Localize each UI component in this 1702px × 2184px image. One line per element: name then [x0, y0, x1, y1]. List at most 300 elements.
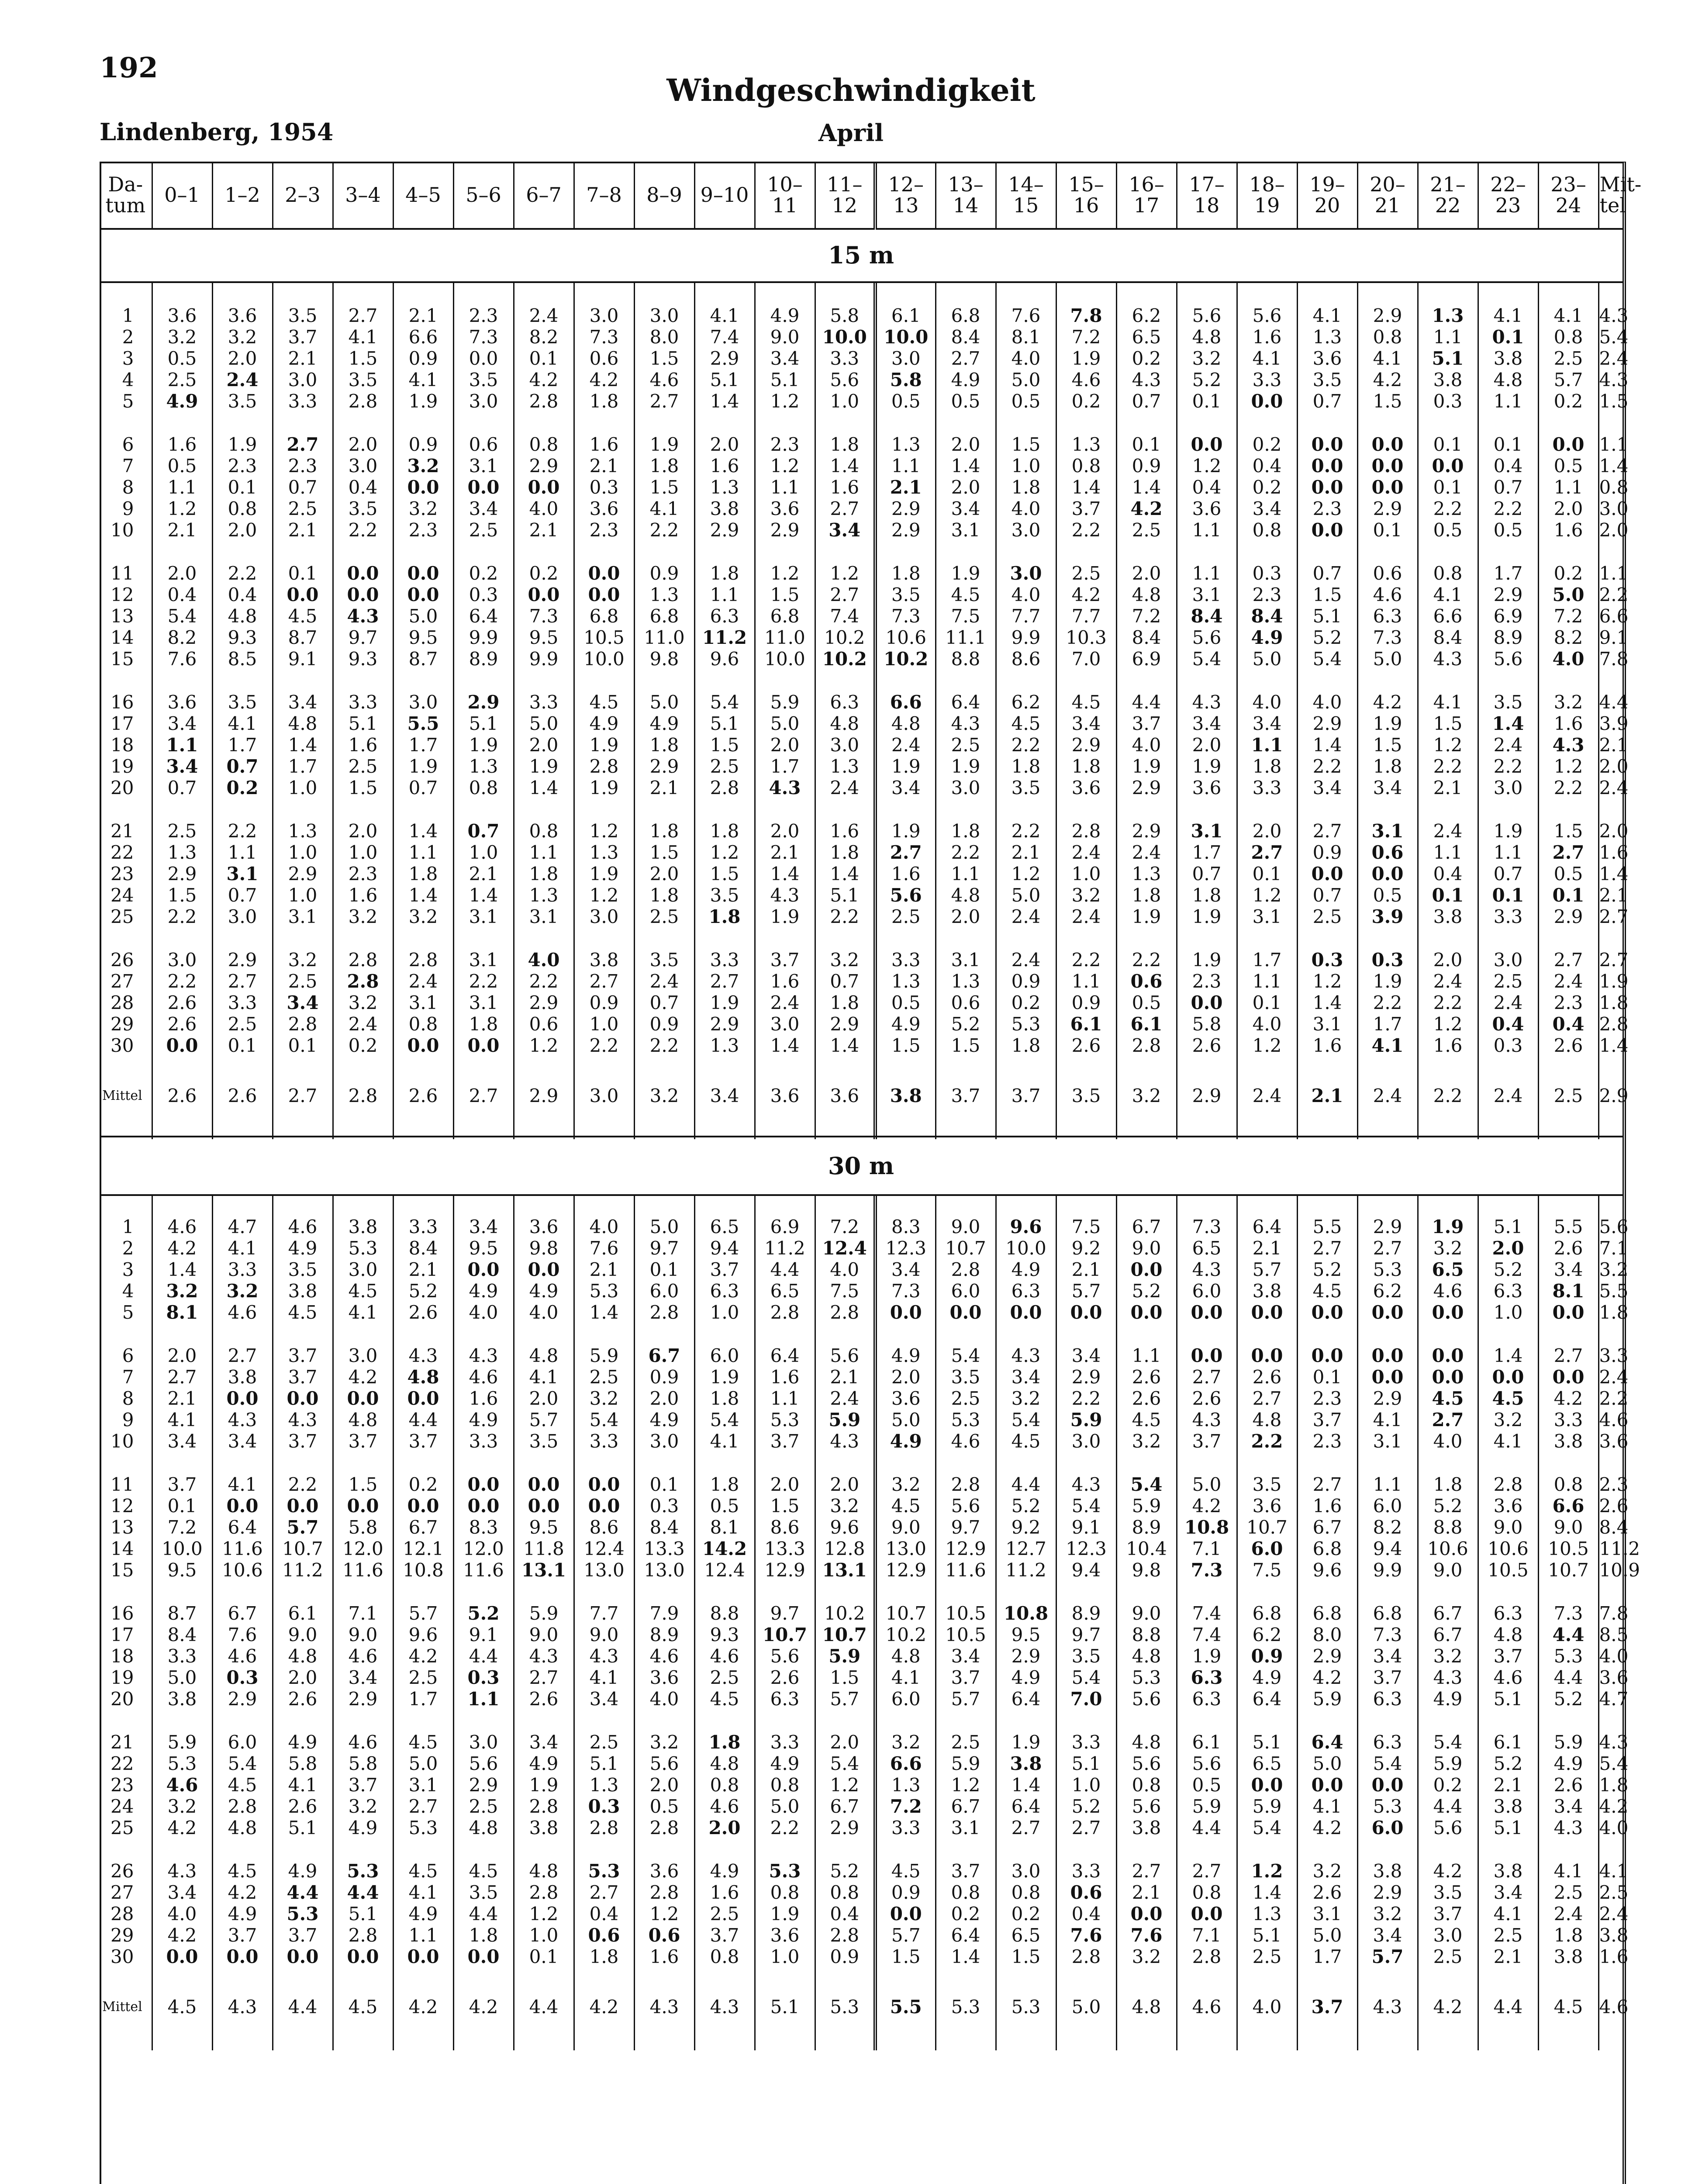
- value-cell: 12.8: [815, 1538, 875, 1559]
- value-cell: 7.2: [1538, 605, 1598, 627]
- data-table-30m: [100, 1194, 1640, 2050]
- value-cell: 7.8: [1056, 305, 1116, 326]
- value-cell: 2.8: [815, 1925, 875, 1946]
- value-cell: 2.0: [815, 1731, 875, 1753]
- value-cell: 6.4: [453, 605, 514, 627]
- value-cell: 0.8: [1538, 326, 1598, 348]
- value-cell: 2.8: [815, 1302, 875, 1323]
- value-cell: 2.7: [1538, 949, 1598, 971]
- value-cell: 2.9: [1056, 1366, 1116, 1388]
- value-cell: 3.0: [333, 1259, 393, 1280]
- value-cell: 0.8: [1056, 455, 1116, 477]
- value-cell: 8.8: [1418, 1517, 1478, 1538]
- value-cell: 4.1: [1538, 1860, 1598, 1882]
- value-cell: 1.4: [1297, 992, 1357, 1013]
- value-cell: 4.5: [273, 1302, 333, 1323]
- spacer-row: [100, 412, 1623, 434]
- value-cell: 1.4: [273, 734, 333, 756]
- table-row: [100, 1345, 1623, 1366]
- day-cell: 13: [100, 605, 152, 627]
- table-row: [100, 326, 1623, 348]
- value-cell: 11.8: [514, 1538, 574, 1559]
- daily-mean-cell: 2.8: [1599, 1013, 1629, 1035]
- table-row: [100, 1495, 1623, 1517]
- value-cell: 0.7: [273, 477, 333, 498]
- value-cell: 0.6: [936, 992, 996, 1013]
- value-cell: 3.1: [514, 906, 574, 927]
- daily-mean-cell: 2.4: [1599, 1903, 1629, 1925]
- value-cell: 5.1: [755, 369, 815, 390]
- value-cell: 9.3: [694, 1624, 755, 1645]
- value-cell: 3.1: [936, 1817, 996, 1838]
- value-cell: 1.9: [634, 434, 694, 455]
- day-cell: 1: [100, 305, 152, 326]
- value-cell: 4.5: [393, 1860, 453, 1882]
- value-cell: 2.3: [1297, 1431, 1357, 1452]
- value-cell: 3.6: [514, 1216, 574, 1237]
- mean-label: Mittel: [100, 1989, 152, 2024]
- value-cell: 3.0: [333, 455, 393, 477]
- value-cell: 0.2: [333, 1035, 393, 1056]
- value-cell: 2.3: [1177, 971, 1237, 992]
- value-cell: 1.6: [1297, 1035, 1357, 1056]
- value-cell: 3.2: [1357, 1903, 1418, 1925]
- value-cell: 5.5: [1538, 1216, 1598, 1237]
- table-row: [100, 605, 1623, 627]
- daily-mean-cell: 2.0: [1599, 519, 1629, 541]
- value-cell: 2.7: [634, 390, 694, 412]
- value-cell: 0.0: [1297, 1302, 1357, 1323]
- value-cell: 5.9: [815, 1409, 875, 1431]
- value-cell: 3.1: [1297, 1903, 1357, 1925]
- value-cell: 0.1: [1116, 434, 1177, 455]
- value-cell: 0.9: [393, 434, 453, 455]
- value-cell: 3.3: [273, 390, 333, 412]
- value-cell: 4.0: [996, 348, 1056, 369]
- table-row: [100, 1903, 1623, 1925]
- value-cell: 3.4: [936, 1645, 996, 1667]
- value-cell: 4.3: [1538, 734, 1598, 756]
- value-cell: 4.0: [996, 498, 1056, 519]
- value-cell: 5.6: [815, 1345, 875, 1366]
- value-cell: 3.2: [273, 949, 333, 971]
- value-cell: 4.2: [212, 1882, 273, 1903]
- value-cell: 2.6: [1177, 1035, 1237, 1056]
- value-cell: 2.3: [1237, 584, 1297, 605]
- value-cell: 2.0: [936, 906, 996, 927]
- value-cell: 1.6: [152, 434, 212, 455]
- value-cell: 14.2: [694, 1538, 755, 1559]
- value-cell: 10.8: [393, 1559, 453, 1581]
- value-cell: 0.9: [574, 992, 634, 1013]
- day-cell: 16: [100, 1603, 152, 1624]
- value-cell: 4.6: [1418, 1280, 1478, 1302]
- value-cell: 0.0: [1357, 434, 1418, 455]
- value-cell: 0.0: [453, 477, 514, 498]
- hourly-mean-cell: 4.4: [514, 1989, 574, 2024]
- value-cell: 2.0: [1177, 734, 1237, 756]
- value-cell: 0.0: [453, 1035, 514, 1056]
- value-cell: 5.5: [1297, 1216, 1357, 1237]
- value-cell: 1.8: [694, 1474, 755, 1495]
- value-cell: 10.0: [152, 1538, 212, 1559]
- value-cell: 3.6: [1177, 777, 1237, 798]
- value-cell: 4.1: [152, 1409, 212, 1431]
- value-cell: 6.8: [1297, 1603, 1357, 1624]
- value-cell: 3.4: [936, 498, 996, 519]
- value-cell: 1.3: [574, 842, 634, 863]
- hourly-mean-cell: 2.2: [1418, 1078, 1478, 1113]
- value-cell: 3.5: [212, 691, 273, 713]
- value-cell: 3.6: [1297, 348, 1357, 369]
- value-cell: 8.0: [634, 326, 694, 348]
- value-cell: 8.9: [634, 1624, 694, 1645]
- value-cell: 0.0: [1237, 1345, 1297, 1366]
- value-cell: 2.7: [152, 1366, 212, 1388]
- value-cell: 6.4: [1237, 1688, 1297, 1710]
- value-cell: 6.3: [815, 691, 875, 713]
- value-cell: 4.8: [1478, 1624, 1538, 1645]
- value-cell: 0.0: [393, 584, 453, 605]
- value-cell: 2.2: [1418, 992, 1478, 1013]
- value-cell: 2.2: [634, 1035, 694, 1056]
- hourly-mean-cell: 3.7: [1297, 1989, 1357, 2024]
- value-cell: 1.4: [1116, 477, 1177, 498]
- value-cell: 0.7: [815, 971, 875, 992]
- value-cell: 2.5: [1056, 563, 1116, 584]
- value-cell: 8.2: [1357, 1517, 1418, 1538]
- value-cell: 6.6: [1538, 1495, 1598, 1517]
- header-hour: 5–6: [453, 162, 514, 229]
- day-cell: 28: [100, 992, 152, 1013]
- value-cell: 4.5: [1418, 1388, 1478, 1409]
- value-cell: 0.5: [1177, 1774, 1237, 1796]
- value-cell: 2.0: [1478, 1237, 1538, 1259]
- value-cell: 4.0: [1237, 691, 1297, 713]
- value-cell: 2.5: [1538, 1882, 1598, 1903]
- value-cell: 1.8: [996, 1035, 1056, 1056]
- header-hour: 16–17: [1116, 162, 1177, 229]
- value-cell: 5.1: [1056, 1753, 1116, 1774]
- value-cell: 2.2: [1056, 1388, 1116, 1409]
- value-cell: 2.0: [634, 1388, 694, 1409]
- value-cell: 2.1: [996, 842, 1056, 863]
- value-cell: 0.1: [1538, 885, 1598, 906]
- value-cell: 2.0: [212, 348, 273, 369]
- value-cell: 2.3: [273, 455, 333, 477]
- value-cell: 0.9: [634, 1366, 694, 1388]
- header-hour: 0–1: [152, 162, 212, 229]
- value-cell: 0.1: [1418, 434, 1478, 455]
- day-cell: 10: [100, 519, 152, 541]
- value-cell: 3.6: [634, 1667, 694, 1688]
- value-cell: 2.5: [453, 519, 514, 541]
- value-cell: 1.6: [694, 1882, 755, 1903]
- value-cell: 5.2: [936, 1013, 996, 1035]
- value-cell: 0.5: [1357, 885, 1418, 906]
- value-cell: 0.0: [936, 1302, 996, 1323]
- value-cell: 2.8: [514, 390, 574, 412]
- value-cell: 3.0: [936, 777, 996, 798]
- value-cell: 4.2: [574, 369, 634, 390]
- daily-mean-cell: 3.8: [1599, 1925, 1629, 1946]
- value-cell: 5.3: [574, 1860, 634, 1882]
- value-cell: 5.2: [1297, 627, 1357, 648]
- value-cell: 1.2: [1177, 455, 1237, 477]
- value-cell: 3.0: [1478, 777, 1538, 798]
- value-cell: 1.8: [1056, 756, 1116, 777]
- hourly-mean-cell: 4.3: [694, 1989, 755, 2024]
- value-cell: 10.2: [875, 648, 936, 670]
- daily-mean-cell: 8.5: [1599, 1624, 1629, 1645]
- value-cell: 2.4: [1056, 906, 1116, 927]
- value-cell: 2.9: [514, 992, 574, 1013]
- value-cell: 1.2: [936, 1774, 996, 1796]
- value-cell: 3.4: [1538, 1796, 1598, 1817]
- value-cell: 12.3: [875, 1237, 936, 1259]
- value-cell: 10.6: [1478, 1538, 1538, 1559]
- value-cell: 4.8: [393, 1366, 453, 1388]
- value-cell: 0.0: [1237, 1302, 1297, 1323]
- value-cell: 9.1: [1056, 1517, 1116, 1538]
- value-cell: 0.0: [1297, 1345, 1357, 1366]
- value-cell: 3.6: [755, 1925, 815, 1946]
- value-cell: 2.1: [514, 519, 574, 541]
- value-cell: 6.3: [1478, 1603, 1538, 1624]
- value-cell: 1.8: [694, 820, 755, 842]
- value-cell: 6.3: [1478, 1280, 1538, 1302]
- value-cell: 5.9: [1418, 1753, 1478, 1774]
- value-cell: 10.7: [1538, 1559, 1598, 1581]
- value-cell: 0.3: [1478, 1035, 1538, 1056]
- value-cell: 8.8: [694, 1603, 755, 1624]
- day-cell: 29: [100, 1925, 152, 1946]
- value-cell: 5.3: [1357, 1796, 1418, 1817]
- hourly-mean-cell: 4.5: [152, 1989, 212, 2024]
- hourly-mean-cell: 3.7: [936, 1078, 996, 1113]
- header-hour: 11–12: [815, 162, 875, 229]
- value-cell: 5.4: [1177, 648, 1237, 670]
- day-cell: 11: [100, 1474, 152, 1495]
- value-cell: 12.9: [755, 1559, 815, 1581]
- value-cell: 4.1: [1478, 1431, 1538, 1452]
- value-cell: 3.3: [453, 1431, 514, 1452]
- value-cell: 2.4: [1478, 992, 1538, 1013]
- value-cell: 0.0: [273, 584, 333, 605]
- value-cell: 2.7: [875, 842, 936, 863]
- value-cell: 1.0: [755, 1946, 815, 1967]
- daily-mean-cell: 3.9: [1599, 713, 1629, 734]
- value-cell: 4.4: [333, 1882, 393, 1903]
- value-cell: 6.7: [212, 1603, 273, 1624]
- value-cell: 1.5: [634, 348, 694, 369]
- value-cell: 2.2: [273, 1474, 333, 1495]
- value-cell: 2.0: [333, 434, 393, 455]
- value-cell: 6.5: [1177, 1237, 1237, 1259]
- value-cell: 4.9: [514, 1753, 574, 1774]
- value-cell: 2.3: [1297, 1388, 1357, 1409]
- value-cell: 0.0: [875, 1903, 936, 1925]
- hourly-mean-cell: 2.4: [1237, 1078, 1297, 1113]
- value-cell: 1.1: [1237, 971, 1297, 992]
- value-cell: 1.9: [453, 734, 514, 756]
- value-cell: 10.5: [574, 627, 634, 648]
- value-cell: 2.8: [393, 949, 453, 971]
- value-cell: 2.9: [1538, 906, 1598, 927]
- value-cell: 2.5: [152, 820, 212, 842]
- value-cell: 1.4: [393, 820, 453, 842]
- day-cell: 9: [100, 1409, 152, 1431]
- table-row: [100, 369, 1623, 390]
- day-cell: 13: [100, 1517, 152, 1538]
- value-cell: 3.6: [152, 691, 212, 713]
- value-cell: 3.2: [1116, 1946, 1177, 1967]
- daily-mean-cell: 4.7: [1599, 1688, 1629, 1710]
- value-cell: 4.6: [453, 1366, 514, 1388]
- value-cell: 1.9: [875, 756, 936, 777]
- value-cell: 4.5: [453, 1860, 514, 1882]
- day-cell: 4: [100, 1280, 152, 1302]
- value-cell: 4.3: [1116, 369, 1177, 390]
- value-cell: 1.3: [574, 1774, 634, 1796]
- value-cell: 2.9: [514, 455, 574, 477]
- value-cell: 5.3: [936, 1409, 996, 1431]
- value-cell: 1.8: [393, 863, 453, 885]
- value-cell: 7.9: [634, 1603, 694, 1624]
- value-cell: 5.9: [755, 691, 815, 713]
- value-cell: 2.8: [694, 777, 755, 798]
- value-cell: 7.6: [212, 1624, 273, 1645]
- value-cell: 2.3: [574, 519, 634, 541]
- value-cell: 2.9: [815, 1013, 875, 1035]
- table-row: [100, 477, 1623, 498]
- value-cell: 5.3: [1357, 1259, 1418, 1280]
- value-cell: 0.1: [1418, 885, 1478, 906]
- value-cell: 0.3: [634, 1495, 694, 1517]
- value-cell: 1.1: [393, 842, 453, 863]
- value-cell: 6.8: [634, 605, 694, 627]
- value-cell: 0.0: [212, 1946, 273, 1967]
- value-cell: 1.6: [815, 477, 875, 498]
- value-cell: 5.3: [755, 1409, 815, 1431]
- table-row: [100, 1860, 1623, 1882]
- value-cell: 4.6: [694, 1796, 755, 1817]
- value-cell: 3.2: [212, 326, 273, 348]
- value-cell: 4.3: [936, 713, 996, 734]
- table-row: [100, 1280, 1623, 1302]
- value-cell: 6.5: [694, 1216, 755, 1237]
- value-cell: 3.5: [453, 1882, 514, 1903]
- value-cell: 2.0: [755, 820, 815, 842]
- day-cell: 27: [100, 1882, 152, 1903]
- value-cell: 5.7: [875, 1925, 936, 1946]
- page-number: 192: [100, 52, 158, 84]
- value-cell: 4.5: [936, 584, 996, 605]
- value-cell: 0.1: [1478, 885, 1538, 906]
- value-cell: 5.0: [996, 885, 1056, 906]
- value-cell: 2.3: [333, 863, 393, 885]
- value-cell: 2.4: [1418, 820, 1478, 842]
- value-cell: 0.4: [212, 584, 273, 605]
- value-cell: 3.7: [936, 1860, 996, 1882]
- value-cell: 0.6: [514, 1013, 574, 1035]
- value-cell: 4.5: [212, 1774, 273, 1796]
- value-cell: 1.5: [1357, 390, 1418, 412]
- value-cell: 3.7: [333, 1774, 393, 1796]
- value-cell: 3.1: [1357, 820, 1418, 842]
- table-row: [100, 1925, 1623, 1946]
- value-cell: 4.1: [212, 1237, 273, 1259]
- value-cell: 9.5: [996, 1624, 1056, 1645]
- value-cell: 0.2: [1538, 390, 1598, 412]
- value-cell: 0.3: [1297, 949, 1357, 971]
- value-cell: 1.6: [875, 863, 936, 885]
- value-cell: 3.5: [694, 885, 755, 906]
- location-label: Lindenberg, 1954: [100, 118, 334, 146]
- value-cell: 2.2: [1357, 992, 1418, 1013]
- value-cell: 3.4: [152, 756, 212, 777]
- value-cell: 4.2: [393, 1645, 453, 1667]
- value-cell: 4.1: [634, 498, 694, 519]
- value-cell: 7.2: [875, 1796, 936, 1817]
- value-cell: 3.4: [1177, 713, 1237, 734]
- day-cell: 8: [100, 477, 152, 498]
- value-cell: 1.9: [755, 906, 815, 927]
- value-cell: 5.2: [996, 1495, 1056, 1517]
- value-cell: 2.0: [1116, 563, 1177, 584]
- value-cell: 3.7: [1116, 713, 1177, 734]
- value-cell: 2.9: [694, 519, 755, 541]
- header-hour: 10–11: [755, 162, 815, 229]
- value-cell: 4.9: [755, 1753, 815, 1774]
- value-cell: 1.2: [815, 563, 875, 584]
- value-cell: 3.7: [1357, 1667, 1418, 1688]
- value-cell: 0.0: [1177, 992, 1237, 1013]
- value-cell: 1.7: [1478, 563, 1538, 584]
- daily-mean-cell: 4.3: [1599, 1731, 1629, 1753]
- value-cell: 3.3: [1056, 1731, 1116, 1753]
- value-cell: 11.6: [212, 1538, 273, 1559]
- value-cell: 3.1: [453, 906, 514, 927]
- table-row: [100, 1474, 1623, 1495]
- value-cell: 1.4: [694, 390, 755, 412]
- value-cell: 6.5: [755, 1280, 815, 1302]
- value-cell: 3.1: [936, 519, 996, 541]
- value-cell: 9.7: [634, 1237, 694, 1259]
- value-cell: 13.3: [634, 1538, 694, 1559]
- day-cell: 20: [100, 1688, 152, 1710]
- value-cell: 3.8: [333, 1216, 393, 1237]
- value-cell: 1.9: [514, 1774, 574, 1796]
- value-cell: 5.3: [1116, 1667, 1177, 1688]
- day-cell: 30: [100, 1035, 152, 1056]
- value-cell: 0.7: [1478, 863, 1538, 885]
- value-cell: 5.2: [815, 1860, 875, 1882]
- value-cell: 2.4: [815, 777, 875, 798]
- value-cell: 3.5: [875, 584, 936, 605]
- day-cell: 19: [100, 756, 152, 777]
- value-cell: 2.5: [936, 1388, 996, 1409]
- value-cell: 9.9: [453, 627, 514, 648]
- value-cell: 1.9: [1177, 906, 1237, 927]
- value-cell: 1.1: [755, 1388, 815, 1409]
- value-cell: 5.6: [1478, 648, 1538, 670]
- value-cell: 4.2: [333, 1366, 393, 1388]
- value-cell: 2.9: [453, 1774, 514, 1796]
- value-cell: 0.5: [152, 348, 212, 369]
- daily-mean-cell: 2.2: [1599, 1388, 1629, 1409]
- value-cell: 11.2: [996, 1559, 1056, 1581]
